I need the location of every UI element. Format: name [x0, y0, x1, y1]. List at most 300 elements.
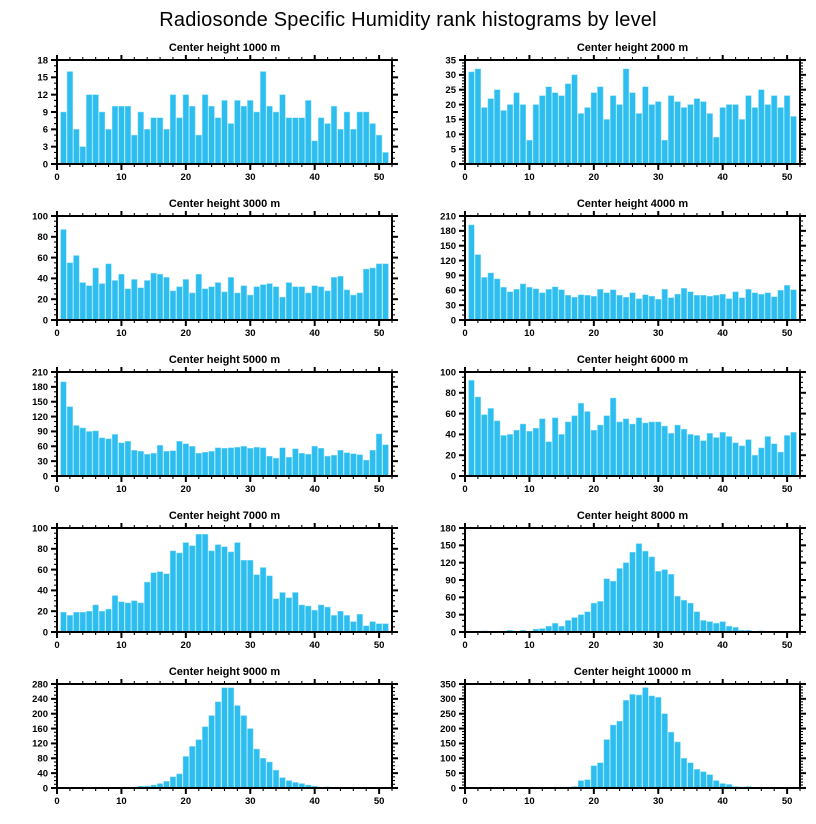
bar	[267, 456, 273, 476]
bar	[299, 605, 305, 632]
bar	[701, 295, 707, 320]
x-tick-label: 0	[54, 328, 60, 339]
bar	[254, 575, 260, 632]
y-tick-label: 150	[440, 241, 456, 253]
bar	[746, 440, 752, 476]
bar	[183, 95, 189, 164]
bar	[707, 775, 713, 788]
bar	[546, 289, 552, 320]
bar	[325, 607, 331, 632]
bar	[759, 294, 765, 320]
y-tick-label: 100	[440, 753, 456, 765]
bar	[649, 105, 655, 164]
bar	[112, 106, 118, 164]
y-tick-label: 240	[32, 694, 48, 706]
y-tick-label: 100	[32, 523, 48, 535]
bar	[215, 545, 221, 632]
bar	[125, 603, 131, 632]
histogram-svg-1	[0, 40, 408, 196]
bar	[481, 108, 487, 164]
bar	[370, 124, 376, 164]
histogram-svg-2	[408, 40, 816, 196]
bar	[241, 716, 247, 788]
bar	[643, 688, 649, 788]
x-tick-label: 0	[462, 172, 468, 183]
bar	[247, 295, 253, 320]
bar	[202, 727, 208, 788]
bars	[61, 230, 389, 320]
x-tick-label: 10	[116, 484, 127, 495]
bar	[585, 108, 591, 164]
bar	[119, 602, 125, 632]
x-tick-label: 20	[180, 172, 192, 183]
bar	[267, 106, 273, 164]
bar	[254, 447, 260, 476]
bar	[610, 290, 616, 320]
bar	[578, 403, 584, 476]
bar	[93, 268, 99, 320]
bar	[151, 273, 157, 320]
bar	[131, 450, 137, 476]
bar	[209, 106, 215, 164]
bar	[80, 283, 86, 320]
bar	[726, 436, 732, 476]
bars	[61, 72, 389, 164]
bar	[318, 287, 324, 320]
y-tick-label: 180	[440, 523, 456, 535]
histogram-panel-2	[408, 40, 816, 196]
bar	[701, 441, 707, 476]
bar	[267, 762, 273, 788]
bar	[202, 534, 208, 632]
x-tick-label: 50	[373, 172, 385, 183]
bar	[694, 612, 700, 632]
bar	[370, 622, 376, 632]
bar	[668, 433, 674, 476]
bar	[86, 95, 92, 164]
x-tick-label: 10	[116, 172, 127, 183]
bar	[688, 434, 694, 476]
bar	[293, 287, 299, 320]
bar	[370, 268, 376, 320]
bar	[662, 426, 668, 476]
bar	[93, 605, 99, 632]
x-tick-label: 0	[462, 484, 468, 495]
bar	[61, 612, 67, 632]
bar	[209, 287, 215, 320]
bar	[527, 431, 533, 476]
page-title: Radiosonde Specific Humidity rank histograms by level	[159, 8, 657, 31]
histogram-panel-7	[0, 508, 408, 664]
bar	[235, 293, 241, 320]
bars	[469, 380, 797, 476]
bar	[235, 447, 241, 476]
bar	[604, 293, 610, 320]
y-tick-labels	[32, 211, 48, 326]
bar	[733, 105, 739, 164]
bar	[299, 287, 305, 320]
bar	[681, 108, 687, 164]
y-tick-label: 18	[37, 55, 48, 67]
bar	[675, 742, 681, 788]
x-tick-label: 30	[652, 484, 664, 495]
bar	[604, 119, 610, 164]
bar	[707, 622, 713, 632]
bar	[260, 568, 266, 632]
y-tick-label: 280	[32, 679, 48, 691]
bar	[488, 408, 494, 476]
bar	[209, 716, 215, 788]
bar	[267, 284, 273, 320]
bar	[784, 96, 790, 164]
x-tick-labels	[54, 796, 384, 807]
bar	[351, 622, 357, 632]
bar	[539, 419, 545, 476]
bar	[189, 546, 195, 632]
bar	[481, 277, 487, 320]
bar	[694, 295, 700, 320]
bar	[61, 382, 67, 476]
bar	[707, 113, 713, 164]
y-tick-label: 180	[440, 226, 456, 238]
bar	[565, 295, 571, 320]
bar	[312, 610, 318, 632]
bar	[681, 429, 687, 476]
bar	[254, 287, 260, 320]
bar	[501, 111, 507, 164]
bar	[610, 581, 616, 632]
x-tick-label: 40	[309, 484, 320, 495]
bar	[177, 553, 183, 632]
x-tick-label: 50	[781, 796, 793, 807]
bar	[144, 280, 150, 320]
bar	[86, 286, 92, 320]
bar	[617, 295, 623, 320]
bar	[67, 263, 73, 320]
y-tick-label: 15	[37, 72, 48, 84]
bar	[591, 296, 597, 320]
bars	[559, 688, 752, 788]
bar	[260, 758, 266, 788]
bar	[591, 93, 597, 164]
y-tick-label: 60	[37, 564, 48, 576]
bar	[675, 294, 681, 320]
bar	[235, 706, 241, 788]
bar	[649, 422, 655, 476]
y-tick-label: 80	[37, 544, 48, 556]
x-tick-label: 40	[309, 328, 320, 339]
bar	[280, 95, 286, 164]
bar	[610, 398, 616, 476]
bar	[630, 552, 636, 632]
bar	[228, 448, 234, 476]
bars	[469, 225, 797, 320]
bar	[73, 612, 79, 632]
x-tick-label: 10	[116, 328, 127, 339]
bar	[80, 428, 86, 476]
bar	[520, 284, 526, 320]
histogram-panel-1	[0, 40, 408, 196]
y-tick-labels	[445, 55, 456, 170]
x-tick-label: 50	[373, 328, 385, 339]
bar	[189, 446, 195, 476]
x-tick-label: 10	[116, 640, 127, 651]
bar	[591, 430, 597, 476]
y-tick-labels	[32, 679, 48, 794]
bar	[533, 428, 539, 476]
bar	[668, 574, 674, 632]
bar	[681, 600, 687, 632]
y-tick-label: 0	[42, 783, 48, 795]
bar	[623, 69, 629, 164]
panel-title: Center height 1000 m	[168, 42, 281, 54]
bar	[694, 435, 700, 476]
x-tick-label: 30	[244, 328, 256, 339]
y-tick-label: 150	[440, 738, 456, 750]
bar	[546, 442, 552, 476]
bar	[720, 622, 726, 632]
y-tick-label: 150	[440, 540, 456, 552]
bar	[119, 443, 125, 476]
bar	[681, 288, 687, 320]
bar	[668, 732, 674, 788]
bar	[189, 746, 195, 788]
x-tick-label: 10	[116, 796, 127, 807]
bar	[539, 96, 545, 164]
bar	[630, 293, 636, 320]
bar	[662, 289, 668, 320]
y-tick-label: 300	[440, 694, 456, 706]
bar	[286, 457, 292, 476]
bar	[299, 118, 305, 164]
bar	[559, 434, 565, 476]
bar	[144, 129, 150, 164]
bar	[254, 749, 260, 788]
bar	[559, 96, 565, 164]
bar	[752, 455, 758, 476]
bar	[713, 781, 719, 788]
bar	[733, 443, 739, 476]
bar	[351, 295, 357, 320]
bar	[610, 96, 616, 164]
bar	[357, 455, 363, 476]
bar	[694, 99, 700, 164]
panel-title: Center height 10000 m	[573, 666, 692, 678]
bar	[630, 424, 636, 476]
bar	[578, 615, 584, 632]
bar	[273, 599, 279, 632]
x-tick-label: 30	[244, 172, 256, 183]
x-tick-label: 20	[180, 484, 192, 495]
bar	[157, 274, 163, 320]
bar	[331, 277, 337, 320]
y-tick-label: 90	[37, 426, 48, 438]
bar	[733, 292, 739, 320]
bar	[138, 112, 144, 164]
bar	[552, 93, 558, 164]
charts-grid	[0, 40, 816, 820]
bar	[383, 445, 389, 476]
histogram-panel-4	[408, 196, 816, 352]
x-tick-label: 20	[180, 328, 192, 339]
bar	[157, 445, 163, 476]
x-tick-label: 40	[309, 796, 320, 807]
bar	[688, 763, 694, 788]
y-tick-label: 60	[445, 285, 456, 297]
bar	[630, 694, 636, 788]
x-tick-label: 30	[244, 484, 256, 495]
bar	[383, 152, 389, 164]
x-tick-labels	[462, 172, 792, 183]
bar	[151, 573, 157, 632]
bar	[655, 571, 661, 632]
bar	[552, 623, 558, 632]
bar	[177, 441, 183, 476]
histogram-svg-3	[0, 196, 408, 352]
bar	[765, 293, 771, 320]
bar	[701, 772, 707, 788]
bar	[578, 295, 584, 320]
x-tick-label: 40	[717, 796, 728, 807]
x-tick-labels	[54, 328, 384, 339]
bar	[247, 729, 253, 788]
bar	[675, 102, 681, 164]
bar	[597, 763, 603, 788]
x-tick-label: 0	[54, 484, 60, 495]
y-tick-label: 180	[32, 382, 48, 394]
x-tick-label: 30	[244, 640, 256, 651]
bar	[617, 105, 623, 164]
bar	[299, 453, 305, 476]
bar	[305, 100, 311, 164]
bar	[383, 264, 389, 320]
x-tick-label: 40	[717, 640, 728, 651]
y-tick-label: 30	[37, 456, 48, 468]
bar	[286, 598, 292, 632]
x-tick-label: 30	[652, 172, 664, 183]
bar	[649, 696, 655, 788]
y-tick-label: 35	[445, 55, 456, 67]
bar	[247, 100, 253, 164]
bar	[636, 418, 642, 476]
bar	[273, 770, 279, 788]
y-tick-label: 15	[445, 114, 456, 126]
y-tick-label: 40	[37, 585, 48, 597]
x-tick-label: 50	[373, 640, 385, 651]
bar	[668, 298, 674, 320]
x-tick-label: 20	[180, 640, 192, 651]
bar	[138, 603, 144, 632]
y-tick-label: 40	[37, 768, 48, 780]
bar	[125, 289, 131, 320]
bar	[196, 135, 202, 164]
bar	[61, 230, 67, 320]
bar	[713, 438, 719, 476]
bar	[759, 90, 765, 164]
bar	[591, 603, 597, 632]
y-tick-label: 0	[450, 159, 456, 171]
bar	[630, 93, 636, 164]
bar	[351, 129, 357, 164]
bar	[514, 289, 520, 320]
bar	[131, 279, 137, 320]
bar	[363, 269, 369, 320]
bar	[507, 292, 513, 320]
bar	[643, 87, 649, 164]
x-tick-label: 20	[588, 172, 600, 183]
y-tick-label: 60	[37, 252, 48, 264]
bar	[73, 256, 79, 320]
bar	[67, 72, 73, 164]
bar	[241, 106, 247, 164]
bar	[662, 714, 668, 788]
bar	[739, 446, 745, 476]
bar	[507, 434, 513, 476]
bar	[610, 725, 616, 788]
bar	[112, 434, 118, 476]
bar	[363, 460, 369, 476]
bar	[318, 605, 324, 632]
y-tick-label: 0	[42, 315, 48, 327]
bar	[99, 611, 105, 632]
bar	[488, 273, 494, 320]
y-tick-label: 10	[445, 129, 456, 141]
histogram-panel-3	[0, 196, 408, 352]
bar	[293, 449, 299, 476]
y-tick-labels	[440, 367, 456, 482]
bar	[293, 118, 299, 164]
y-tick-label: 90	[445, 575, 456, 587]
bar	[325, 124, 331, 164]
bar	[351, 454, 357, 476]
y-tick-label: 3	[42, 141, 48, 153]
bar	[286, 118, 292, 164]
histogram-svg-6	[408, 352, 816, 508]
bars	[481, 544, 764, 632]
bar	[720, 294, 726, 320]
y-tick-label: 0	[450, 783, 456, 795]
panel-title: Center height 7000 m	[168, 510, 281, 522]
bar	[784, 435, 790, 476]
panel-title: Center height 2000 m	[576, 42, 689, 54]
bar	[202, 289, 208, 320]
bar	[273, 287, 279, 320]
x-tick-label: 50	[373, 796, 385, 807]
bar	[784, 285, 790, 320]
bar	[649, 296, 655, 320]
y-tick-label: 0	[450, 627, 456, 639]
y-tick-label: 0	[450, 471, 456, 483]
bar	[183, 543, 189, 632]
y-tick-label: 30	[445, 300, 456, 312]
bar	[591, 766, 597, 788]
y-tick-label: 120	[440, 255, 456, 267]
x-tick-label: 40	[717, 172, 728, 183]
bar	[286, 283, 292, 320]
bar	[144, 454, 150, 476]
bar	[235, 100, 241, 164]
bar	[280, 448, 286, 476]
bar	[494, 421, 500, 476]
bar	[475, 255, 481, 320]
bar	[604, 416, 610, 476]
bar	[61, 112, 67, 164]
y-tick-label: 40	[37, 273, 48, 285]
bar	[164, 781, 170, 788]
bar	[739, 298, 745, 320]
bar	[720, 432, 726, 476]
bar	[604, 740, 610, 788]
